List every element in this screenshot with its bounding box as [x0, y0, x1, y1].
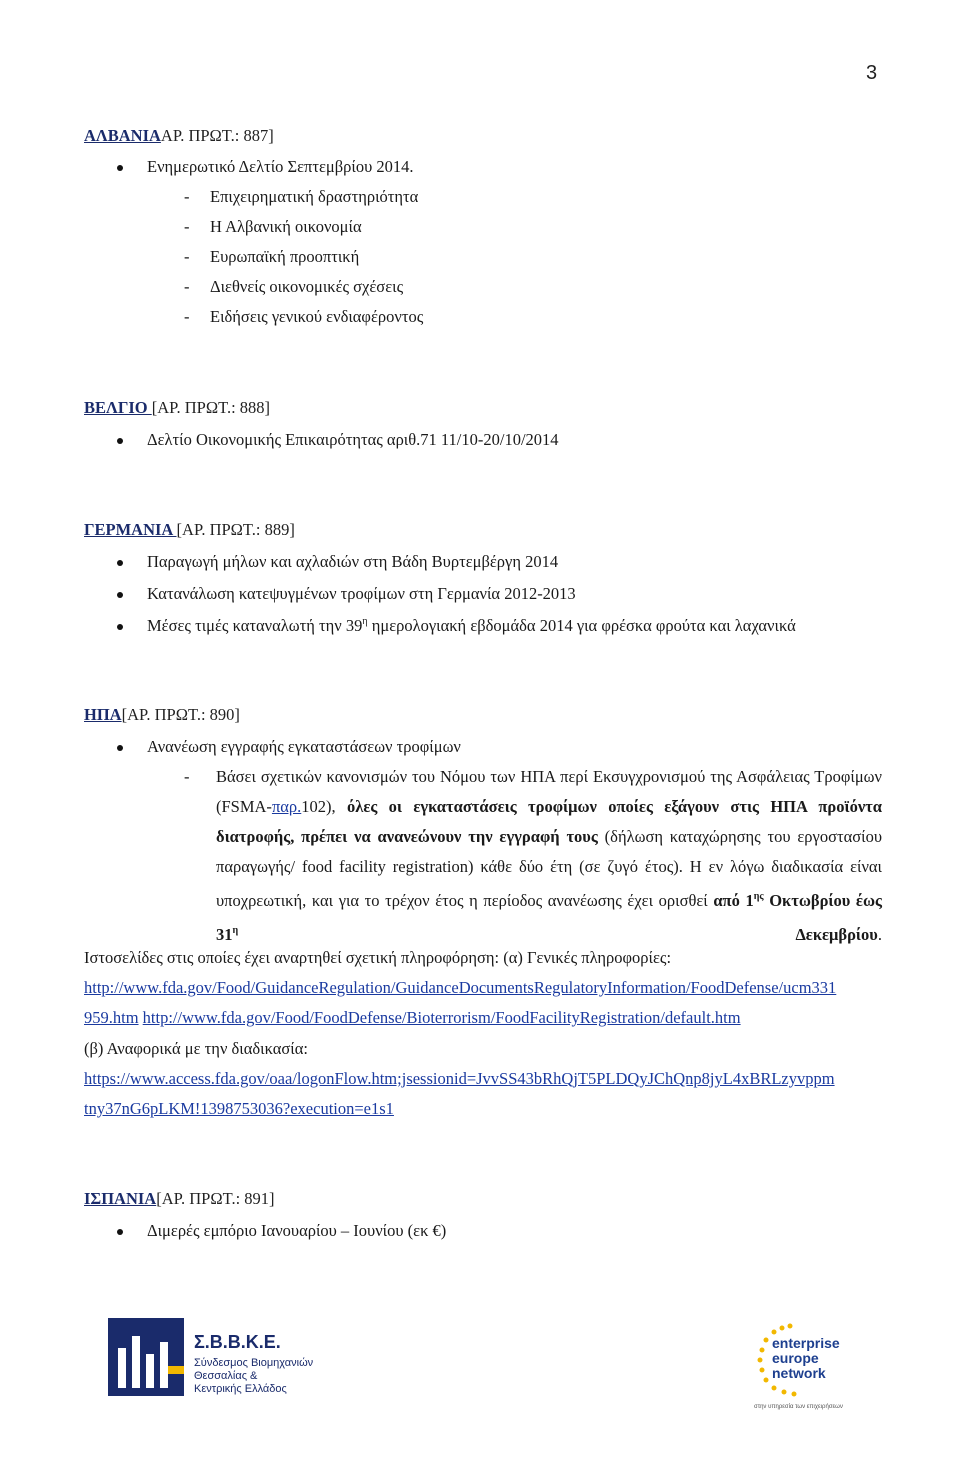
country-usa: ΗΠΑ	[84, 705, 122, 724]
svg-text:στην υπηρεσία των επιχειρήσεων: στην υπηρεσία των επιχειρήσεων	[754, 1404, 843, 1410]
section-heading-albania	[84, 126, 274, 146]
section-heading-germany	[84, 520, 295, 540]
svg-text:Θεσσαλίας &: Θεσσαλίας &	[194, 1370, 258, 1382]
dash-item: - Η Αλβανική οικονομία	[184, 217, 362, 236]
country-belgium: ΒΕΛΓΙΟ	[84, 398, 152, 417]
bullet-albania: Ενημερωτικό Δελτίο Σεπτεμβρίου 2014.	[147, 157, 414, 176]
usa-procedure-text: (β) Αναφορικά με την διαδικασία:	[84, 1039, 308, 1058]
bullet-germany-1: Παραγωγή μήλων και αχλαδιών στη Βάδη Βυρτεμβέργη 2014	[147, 552, 559, 571]
svg-text:enterprise: enterprise	[772, 1335, 840, 1351]
link-par[interactable]: παρ.	[271, 797, 302, 816]
section-heading-belgium	[84, 398, 270, 418]
country-germany: ΓΕΡΜΑΝΙΑ	[84, 520, 177, 539]
link-fda-guidance[interactable]: http://www.fda.gov/Food/GuidanceRegulation/GuidanceDocumentsRegulatoryInformation/FoodDefense/ucm331	[84, 978, 837, 997]
link-fda-logon[interactable]: https://www.access.fda.gov/oaa/logonFlow.htm;jsessionid=JvvSS43bRhQjT5PLDQyJChQnp8jyL4xBRLzyvppm	[84, 1069, 835, 1088]
bullet-usa: Ανανέωση εγγραφής εγκαταστάσεων τροφίμων	[147, 737, 461, 756]
ref-usa: [ΑΡ. ΠΡΩΤ.: 890]	[121, 705, 240, 724]
bullet-germany-3: Μέσες τιμές καταναλωτή την $39^\eta$ ημερολογιακή εβδομάδα 2014 για φρέσκα φρούτα και λαχανικά	[147, 616, 796, 635]
svg-text:europe: europe	[772, 1350, 819, 1366]
link-fda-guidance-cont[interactable]: 959.htm http://www.fda.gov/Food/FoodDefense/Bioterrorism/FoodFacilityRegistration/default.htm	[84, 1008, 741, 1027]
bullet-belgium: Δελτίο Οικονομικής Επικαιρότητας αριθ.71 11/10-20/10/2014	[147, 430, 559, 449]
svg-text:Σύνδεσμος Βιομηχανιών: Σύνδεσμος Βιομηχανιών	[194, 1357, 314, 1369]
section-heading-spain	[84, 1189, 275, 1209]
page-number: 3	[866, 62, 878, 84]
ref-germany: [ΑΡ. ΠΡΩΤ.: 889]	[176, 520, 295, 539]
link-fda-logon-cont[interactable]: tny37nG6pLKM!1398753036?execution=e1s1	[84, 1099, 394, 1118]
usa-paragraph: - Βάσει σχετικών κανονισμών του Νόμου των ΗΠΑ περί Εκσυγχρονισμού της Ασφάλειας Τροφίμων (FSMA-παρ.102), όλες οι εγκαταστάσεις τροφίμων οποίες εξάγουν στις ΗΠΑ προϊόντα διατροφής, πρέπει να ανανεώνουν την εγγραφή τους (δήλωση καταχώρησης του εργοστασίου παραγωγής/ food facility registration) κάθε δύο έτη (σε ζυγό έτος). Η εν λόγω διαδικασία είναι υποχρεωτική, και για το τρέχον έτος η περίοδος ανανέωσης έχει ορισθεί από $1^{\eta\varsigma}$ Οκτωβρίου έως $31^\eta$ Δεκεμβρίου.	[184, 767, 883, 944]
usa-websites-text: Ιστοσελίδες στις οποίες έχει αναρτηθεί σχετική πληροφόρηση: (α) Γενικές πληροφορίες:	[84, 948, 672, 967]
country-albania: ΑΛΒΑΝΙΑ	[84, 126, 161, 145]
een-logo-mark	[752, 1318, 852, 1413]
sbvke-logo-mark	[108, 1318, 318, 1398]
ref-spain: [ΑΡ. ΠΡΩΤ.: 891]	[156, 1189, 275, 1208]
svg-text:Κεντρικής Ελλάδος: Κεντρικής Ελλάδος	[194, 1383, 287, 1395]
link-fda-registration[interactable]: http://www.fda.gov/Food/FoodDefense/Bioterrorism/FoodFacilityRegistration/default.htm	[142, 1008, 741, 1027]
sbvke-logo	[108, 1318, 318, 1398]
een-logo	[752, 1318, 852, 1413]
ref-albania: ΑΡ. ΠΡΩΤ.: 887]	[160, 126, 274, 145]
sbvke-title: Σ.Β.Β.Κ.Ε.	[194, 1332, 281, 1352]
dash-item: - Επιχειρηματική δραστηριότητα	[184, 187, 419, 206]
section-heading-usa	[84, 705, 240, 725]
dash-item: - Διεθνείς οικονομικές σχέσεις	[184, 277, 404, 296]
country-spain: ΙΣΠΑΝΙΑ	[84, 1189, 157, 1208]
bullet-germany-2: Κατανάλωση κατεψυγμένων τροφίμων στη Γερμανία 2012-2013	[147, 584, 576, 603]
dash-item: - Ειδήσεις γενικού ενδιαφέροντος	[184, 307, 424, 326]
ref-belgium: [ΑΡ. ΠΡΩΤ.: 888]	[151, 398, 271, 417]
svg-text:network: network	[772, 1365, 826, 1381]
dash-item: - Ευρωπαϊκή προοπτική	[184, 247, 360, 266]
bullet-spain: Διμερές εμπόριο Ιανουαρίου – Ιουνίου (εκ €)	[147, 1221, 447, 1240]
